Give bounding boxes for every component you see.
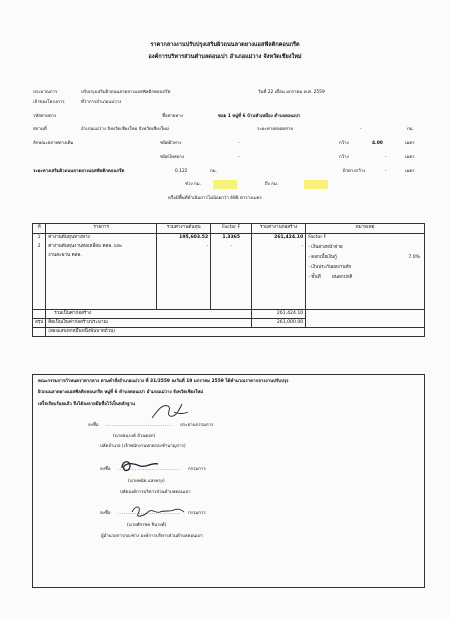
col-notes: หมายเหตุ (306, 224, 425, 234)
notes-cell (306, 234, 425, 310)
row2-no: 2 (37, 243, 41, 249)
sign-1-role: ประธานกรรมการ (180, 423, 214, 428)
summary-label: สรุป (33, 318, 46, 327)
surface-type-dash: - (238, 141, 240, 146)
note-factor: Factor F (308, 235, 327, 240)
range-to-label: ถึง กม. (265, 182, 279, 187)
signature-1 (148, 400, 192, 422)
surface-type-label: ชนิดผิวทาง (160, 141, 182, 146)
note-retention: - เงินประกันผลงานหัก (308, 264, 352, 270)
surface-label: ลักษณะสภาพทางเดิม (33, 141, 74, 146)
sum-label: รวมเป็นค่าก่อสร้าง (46, 310, 252, 319)
doc-title-2: องค์การบริหารส่วนตำบลดอนเปา อำเภอแม่วาง จังหวัดเชียงใหม่ (148, 54, 302, 60)
location-label: สถานที่ (33, 127, 47, 132)
row-item-cell (46, 234, 157, 310)
signature-2 (116, 456, 162, 476)
width-unit: เมตร (405, 141, 415, 146)
col-factor: Factor F (211, 224, 252, 234)
doc-title-1: ราคากลางงานปรับปรุงเสริมผิวถนนลาดยางแอสฟัลติกคอนกรีต (150, 42, 300, 48)
owner-label: เจ้าของโครงการ (33, 100, 65, 105)
sign-3-dots: ................................. (118, 511, 181, 516)
distance-label: ระยะทางตลอดสาย (257, 127, 293, 132)
row2-total: - (301, 243, 304, 249)
road-id-label: รหัสสายทาง (33, 114, 57, 119)
paving-width-unit: เมตร (405, 169, 415, 174)
sign-2-name: (นายพนัด แสงทรุง) (128, 479, 165, 484)
shoulder-unit: เมตร (405, 155, 415, 160)
note-step-row (308, 275, 422, 281)
sign-2-prefix: ลงชื่อ (100, 467, 111, 472)
row-factor-cell (211, 234, 252, 310)
sum-row (33, 310, 425, 319)
row-cost-cell (157, 234, 211, 310)
summary-value: 261,000.00 (252, 318, 306, 327)
row2-factor: - (230, 243, 233, 249)
sign-1-prefix: ลงชื่อ (88, 423, 99, 428)
note-step: - ขั้นที่ (308, 274, 321, 280)
road-name-label: ชื่อสายทาง (162, 114, 183, 119)
distance-dash: - (360, 127, 362, 132)
note-rain: ฝนตกปกติ (332, 274, 353, 280)
sign-1-position: ปลัดอำเภอ (เจ้าพนักงานปกครองชำนาญการ) (100, 444, 186, 449)
sign-3-prefix: ลงชื่อ (100, 511, 111, 516)
range-label: ช่วง กม. (185, 182, 201, 187)
committee-p3: เสร็จเรียบร้อยแล้ว จึงได้ลงลายมือชื่อไว้เป็นหลักฐาน (38, 402, 135, 407)
location-value: อำเภอแม่วาง จังหวัดเชียงใหม่ จังหวัดเชียงใหม่ (81, 127, 169, 132)
sign-1-name: (นายธนรงค์ อ้วนดอก) (113, 434, 156, 439)
row2-item-line2: งานสะพาน คสล. (48, 252, 82, 258)
paving-unit: กม. (210, 169, 217, 174)
range-from-highlight (213, 180, 237, 189)
row1-no: 1 (37, 235, 41, 240)
date-value: วันที่ 22 เดือน มกราคม พ.ศ. 2559 (258, 90, 325, 95)
sign-3-name: (นายศักรชย จินวงศ์) (127, 523, 167, 528)
note-interest-rate: 7.0% (408, 254, 420, 260)
range-to-highlight (304, 180, 328, 189)
sum-value: 261,424.10 (252, 310, 306, 319)
summary-text: คิดเป็นเงินค่าก่อสร้างประมาณ (46, 318, 252, 327)
sign-3-position: ผู้อำนวยการกองช่าง องค์การบริหารส่วนตำบลดอนเปา (101, 534, 203, 539)
table-row (33, 234, 425, 310)
words-row (33, 327, 425, 336)
row-no-cell (33, 234, 46, 310)
sign-2-dots: ................................. (118, 467, 181, 472)
cost-table (32, 223, 425, 337)
sign-3-role: กรรมการ (188, 511, 206, 516)
row2-item: ค่างานต้นทุนงานท่อเหลี่ยม คสล. และ (48, 243, 123, 249)
note-interest-row (308, 255, 422, 261)
shoulder-width-label: กว้าง (339, 155, 349, 160)
area-line: หรือมีพื้นที่ดำเนินการไม่น้อยกว่า 488 ตารางเมตร (168, 196, 262, 201)
committee-p1: คณะกรรมการกำหนดราคากลาง ตามคำสั่งอำเภอแม่วาง ที่ 31/2559 ลงวันที่ 19 มกราคม 2559 ได้คำนวณราคากลางงานปรับปรุง (38, 379, 289, 384)
distance-unit: กม. (407, 127, 414, 132)
paving-label: ระยะทางเสริมผิวถนนลาดยางแอสฟัลติกคอนกรีต (33, 169, 125, 174)
table-header-row (33, 224, 425, 234)
width-value: 4.00 (372, 141, 383, 146)
shoulder-type-dash: - (238, 155, 240, 160)
committee-p2: ผิวถนนลาดยางแอสฟัลติกคอนกรีต หมู่ที่ 6 ตำบลดอนเปา อำเภอแม่วาง จังหวัดเชียงใหม่ (38, 390, 204, 395)
row1-item: ค่างานต้นทุนทางทาง (48, 235, 90, 240)
note-advance: - เงินล่วงหน้าจ่าย (308, 244, 343, 250)
project-value: ปรับปรุงเสริมผิวถนนลาดยางแอสฟัลติกคอนกรีต (81, 90, 171, 95)
sign-1-dots: ................................... (106, 423, 173, 428)
col-total: รวมค่างานก่อสร้าง (252, 224, 306, 234)
road-name-value: ซอย 1 หมู่ที่ 6 บ้านหัวเหมือง ตำบลดอนเปา (218, 114, 301, 119)
col-no: ที่ (33, 224, 46, 234)
col-item: รายการ (46, 224, 157, 234)
project-label: ประมาณการ (33, 90, 58, 95)
width-label: กว้าง (339, 141, 349, 146)
paving-width-dash: - (385, 169, 387, 174)
paving-value: 0.122 (175, 169, 188, 174)
amount-in-words: (สองแสนหกหมื่นหนึ่งพันบาทถ้วน) (46, 327, 425, 336)
row2-cost: - (206, 243, 209, 249)
note-interest: - ดอกเบี้ยเงินกู้ (308, 254, 337, 260)
row1-total: 261,424.10 (274, 235, 304, 240)
col-cost: รวมค่างานต้นทุน (157, 224, 211, 234)
row1-factor: 1.3365 (222, 235, 241, 240)
paving-width-label: ผิวทางกว้าง (343, 169, 366, 174)
owner-value: ที่ว่าการอำเภอแม่วาง (81, 100, 122, 105)
sign-2-position: ปลัดองค์การบริหารส่วนตำบลดอนเปา (120, 490, 191, 495)
shoulder-type-label: ชนิดไหล่ทาง (160, 155, 185, 160)
sign-2-role: กรรมการ (188, 467, 206, 472)
row1-cost: 195,603.52 (179, 235, 209, 240)
shoulder-width-dash: - (385, 155, 387, 160)
row-total-cell (252, 234, 306, 310)
